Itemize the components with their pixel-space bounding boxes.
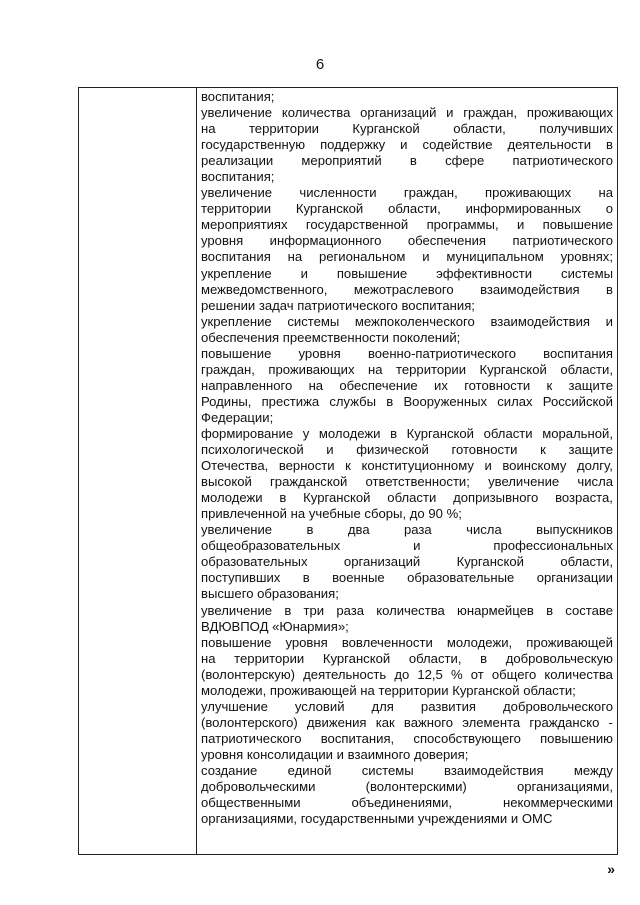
word: выпускников — [536, 522, 613, 538]
word: в — [306, 522, 314, 538]
word: организациями, — [516, 779, 613, 795]
word: деятельности — [507, 137, 592, 153]
word: обеспечение — [339, 377, 418, 393]
word: важного — [403, 714, 454, 730]
text-line — [201, 763, 613, 779]
word: количества — [544, 666, 613, 682]
text-line — [201, 603, 613, 619]
word: в — [279, 490, 287, 506]
word: некоммерческими — [503, 795, 613, 811]
word: патриотического — [297, 297, 398, 313]
text-line — [201, 185, 613, 201]
word: увеличение — [201, 185, 273, 201]
word: юнармейцев — [457, 602, 534, 618]
word: добровольческими — [201, 779, 316, 795]
word: программы, — [426, 217, 499, 233]
word: количества — [281, 105, 351, 121]
word: и — [413, 538, 421, 554]
word: и — [510, 811, 519, 827]
word: учреждениями — [417, 811, 508, 827]
word: региональном — [318, 249, 406, 265]
text-line — [201, 490, 613, 506]
word: укрепление — [201, 265, 272, 281]
word: реализации — [201, 153, 274, 169]
word: возраста, — [555, 490, 613, 506]
word: общественными — [201, 795, 301, 811]
word: высокой — [201, 474, 252, 490]
word: создание — [201, 762, 258, 778]
word: содействие — [422, 137, 493, 153]
text-line — [201, 266, 613, 282]
word: два — [347, 522, 370, 538]
text-line — [201, 699, 613, 715]
word: моральной, — [542, 425, 613, 441]
text-line — [201, 105, 613, 121]
word: доверия; — [414, 746, 469, 762]
word: числа — [577, 474, 613, 490]
word: повышение — [542, 217, 613, 233]
word: увеличение — [201, 105, 273, 121]
word: образовательных — [201, 554, 308, 570]
word: патриотического — [512, 153, 613, 169]
text-line — [201, 153, 613, 169]
word: на — [201, 121, 216, 137]
word: уровня — [298, 345, 341, 361]
word: взаимодействия — [480, 281, 580, 297]
text-line — [201, 795, 613, 811]
text-line — [201, 811, 613, 827]
text-line — [201, 731, 613, 747]
word: у — [302, 425, 310, 441]
word: воспитания — [543, 345, 613, 361]
word: Родины, — [201, 393, 252, 409]
word: (волонтерского) — [201, 714, 298, 730]
word: и — [605, 313, 613, 329]
word: воспитания — [201, 249, 271, 265]
word: на — [598, 185, 613, 201]
word: добровольческую — [505, 650, 613, 666]
word: повышение — [201, 634, 272, 650]
word: от — [470, 666, 484, 682]
word: числа — [466, 522, 502, 538]
word: (волонтерскую) — [201, 666, 296, 682]
text-line — [201, 314, 613, 330]
table-left-cell — [79, 88, 197, 854]
word: гражданской — [270, 474, 348, 490]
word: Курганской — [452, 682, 520, 698]
word: территории — [396, 361, 467, 377]
text-line — [201, 651, 613, 667]
word: Курганской — [352, 121, 420, 137]
text-line — [201, 378, 613, 394]
word: общеобразовательных — [201, 538, 341, 554]
text-line — [201, 506, 613, 522]
word: три — [303, 602, 325, 618]
word: проживающих — [485, 185, 572, 201]
word: проживающих — [526, 105, 613, 121]
text-line — [201, 137, 613, 153]
text-line — [201, 554, 613, 570]
word: территории — [378, 682, 449, 698]
word: в — [546, 602, 554, 618]
word: молодежи, — [201, 682, 267, 698]
word: между — [573, 762, 613, 778]
word: силах — [497, 393, 533, 409]
word: привлеченной — [201, 506, 287, 522]
word: области; — [523, 682, 576, 698]
text-line — [201, 474, 613, 490]
word: - — [608, 714, 613, 730]
word: организациями, — [201, 811, 298, 827]
word: консолидации — [246, 746, 333, 762]
word: раза — [404, 522, 432, 538]
word: учебные — [308, 506, 361, 522]
word: поддержку — [320, 137, 386, 153]
word: в — [480, 650, 488, 666]
text-line — [201, 522, 613, 538]
text-line — [201, 201, 613, 217]
word: увеличение — [201, 602, 273, 618]
word: (волонтерскими) — [365, 779, 467, 795]
word: территории — [248, 121, 319, 137]
word: объединениями, — [351, 795, 453, 811]
text-line — [201, 410, 613, 426]
word: ВДЮВПОД — [201, 618, 269, 634]
word: гражданско — [529, 714, 600, 730]
word: готовности — [464, 377, 531, 393]
table-right-cell — [197, 88, 617, 854]
word: военно-патриотического — [367, 345, 516, 361]
word: до — [409, 506, 425, 522]
word: профессиональных — [493, 538, 613, 554]
text-line — [201, 538, 613, 554]
word: улучшение — [201, 698, 268, 714]
text-line — [201, 169, 613, 185]
word: укрепление — [201, 313, 272, 329]
word: сборы, — [364, 506, 407, 522]
word: образования; — [257, 586, 339, 602]
word: ответственности; — [365, 474, 470, 490]
word: службы — [329, 393, 377, 409]
word: %; — [446, 506, 462, 522]
word: государственными — [300, 811, 415, 827]
word: информированных — [465, 201, 581, 217]
text-line — [201, 586, 613, 602]
word: проживающей — [526, 634, 613, 650]
word: молодежи — [201, 490, 263, 506]
word: способствующего — [413, 730, 521, 746]
word: на — [201, 650, 216, 666]
word: направленного — [201, 377, 293, 393]
word: межпоколенческого — [354, 313, 475, 329]
word: области, — [560, 554, 613, 570]
text-line — [201, 747, 613, 763]
text-line — [201, 298, 613, 314]
word: «Юнармия»; — [272, 618, 349, 634]
continuation-mark: » — [607, 861, 615, 877]
word: защите — [568, 377, 613, 393]
word: повышение — [336, 265, 408, 281]
word: задач — [258, 297, 294, 313]
word: области, — [560, 361, 613, 377]
word: мероприятиях — [201, 217, 288, 233]
word: формирование — [201, 425, 294, 441]
word: на — [290, 506, 306, 522]
word: защите — [568, 442, 613, 458]
word: молодежи — [318, 425, 381, 441]
text-line — [201, 715, 613, 731]
word: проживающей — [269, 682, 357, 698]
word: общего — [491, 666, 537, 682]
word: как — [375, 714, 395, 730]
text-line — [201, 667, 613, 683]
word: уровня — [201, 233, 244, 249]
word: движения — [306, 714, 367, 730]
word: воспитания; — [401, 297, 475, 313]
word: и — [326, 442, 334, 458]
text-line — [201, 683, 613, 699]
word: области, — [453, 121, 506, 137]
word: количества — [376, 602, 445, 618]
word: эффективности — [436, 265, 533, 281]
word: граждан, — [403, 185, 458, 201]
word: до — [394, 666, 410, 682]
word: территории — [234, 650, 305, 666]
word: Отечества, — [201, 458, 269, 474]
word: области, — [388, 201, 441, 217]
word: поступивших — [201, 570, 281, 586]
word: взаимодействия — [444, 762, 544, 778]
word: и — [446, 105, 454, 121]
word: долгу, — [576, 458, 613, 474]
word: допризывного — [453, 490, 539, 506]
text-line-content: Федерации; — [201, 409, 274, 425]
word: престижа — [261, 393, 320, 409]
word: к — [345, 458, 351, 474]
text-line — [201, 217, 613, 233]
word: Курганской — [479, 361, 547, 377]
word: муниципальном — [446, 249, 544, 265]
word: молодежи, — [446, 634, 513, 650]
text-line — [201, 362, 613, 378]
word: государственной — [305, 217, 409, 233]
word: 90 — [428, 506, 443, 522]
word: взаимодействия — [490, 313, 590, 329]
word: увеличение — [488, 474, 560, 490]
word: межотраслевого — [353, 281, 454, 297]
word: Курганской — [295, 201, 364, 217]
word: и — [484, 458, 492, 474]
word: образовательные — [407, 570, 515, 586]
word: государственную — [201, 137, 306, 153]
word: % — [450, 666, 463, 682]
text-line — [201, 394, 613, 410]
word: Российской — [542, 393, 613, 409]
text-line — [201, 89, 613, 105]
word: уровнях; — [560, 249, 613, 265]
word: организации — [536, 570, 613, 586]
word: условий — [294, 698, 345, 714]
text-line — [201, 779, 613, 795]
word: их — [434, 377, 448, 393]
word: поколений; — [392, 329, 461, 345]
word: в — [284, 602, 292, 618]
word: уровня — [285, 634, 328, 650]
word: в — [605, 137, 613, 153]
word: на — [360, 682, 375, 698]
word: 12,5 — [417, 666, 443, 682]
word: области, — [408, 650, 462, 666]
word: психологической — [201, 442, 304, 458]
word: патриотического — [201, 730, 302, 746]
text-line-content: воспитания; — [201, 89, 275, 104]
word: Курганской — [456, 554, 524, 570]
word: обеспечения — [201, 329, 280, 345]
text-line — [201, 233, 613, 249]
word: высшего — [201, 586, 254, 602]
word: Курганской — [322, 650, 391, 666]
word: готовности — [451, 442, 518, 458]
word: ОМС — [521, 811, 553, 827]
word: верности — [278, 458, 335, 474]
text-line — [201, 570, 613, 586]
word: сфере — [445, 153, 485, 169]
word: элемента — [462, 714, 521, 730]
text-line — [201, 442, 613, 458]
text-line — [201, 282, 613, 298]
word: области — [483, 425, 533, 441]
word: системы — [361, 762, 414, 778]
word: на — [287, 249, 303, 265]
text-line — [201, 330, 613, 346]
text-line-content: воспитания; — [201, 169, 275, 185]
word: граждан, — [201, 361, 255, 377]
word: получивших — [539, 121, 613, 137]
word: преемственности — [282, 329, 389, 345]
text-line — [201, 619, 613, 635]
word: проживающих — [268, 361, 355, 377]
word: Вооруженных — [403, 393, 488, 409]
text-line — [201, 426, 613, 442]
word: военные — [332, 570, 385, 586]
word: добровольческого — [503, 698, 613, 714]
word: информационного — [269, 233, 382, 249]
word: к — [546, 377, 553, 393]
word: и — [400, 137, 408, 153]
word: деятельность — [303, 666, 387, 682]
text-line — [201, 458, 613, 474]
word: вовлеченности — [341, 634, 433, 650]
word: граждан, — [463, 105, 518, 121]
word: Курганской — [303, 490, 371, 506]
word: к — [540, 442, 546, 458]
word: обеспечения — [407, 233, 487, 249]
word: численности — [299, 185, 377, 201]
word: решении — [201, 297, 256, 313]
text-line — [201, 635, 613, 651]
word: на — [308, 377, 324, 393]
word: повышение — [201, 345, 272, 361]
word: и — [422, 249, 430, 265]
word: патриотического — [512, 233, 613, 249]
word: конституционному — [361, 458, 474, 474]
document-table — [78, 87, 618, 855]
word: организаций — [343, 554, 421, 570]
word: и — [300, 265, 308, 281]
word: увеличение — [201, 522, 273, 538]
word: составе — [565, 602, 613, 618]
page-number: 6 — [315, 56, 325, 73]
word: Курганской — [406, 425, 475, 441]
word: повышению — [540, 730, 613, 746]
word: о — [605, 201, 613, 217]
word: области — [387, 490, 437, 506]
word: системы — [287, 313, 340, 329]
word: в — [390, 425, 398, 441]
word: физической — [356, 442, 429, 458]
text-line — [201, 121, 613, 137]
word: и — [516, 217, 525, 233]
text-line — [201, 249, 613, 265]
word: межведомственного, — [201, 281, 328, 297]
word: воинскому — [502, 458, 567, 474]
word: и — [336, 746, 344, 762]
word: раза — [336, 602, 365, 618]
word: взаимного — [347, 746, 411, 762]
word: в — [302, 570, 310, 586]
word: на — [368, 361, 383, 377]
word: системы — [561, 265, 613, 281]
word: единой — [287, 762, 332, 778]
word: в — [606, 281, 613, 297]
word: мероприятий — [301, 153, 382, 169]
word: уровня — [201, 746, 244, 762]
word: для — [371, 698, 394, 714]
word: развития — [420, 698, 477, 714]
word: в — [386, 393, 394, 409]
word: организаций — [360, 105, 437, 121]
text-line — [201, 346, 613, 362]
word: территории — [201, 201, 272, 217]
word: в — [409, 153, 417, 169]
word: воспитания, — [320, 730, 395, 746]
